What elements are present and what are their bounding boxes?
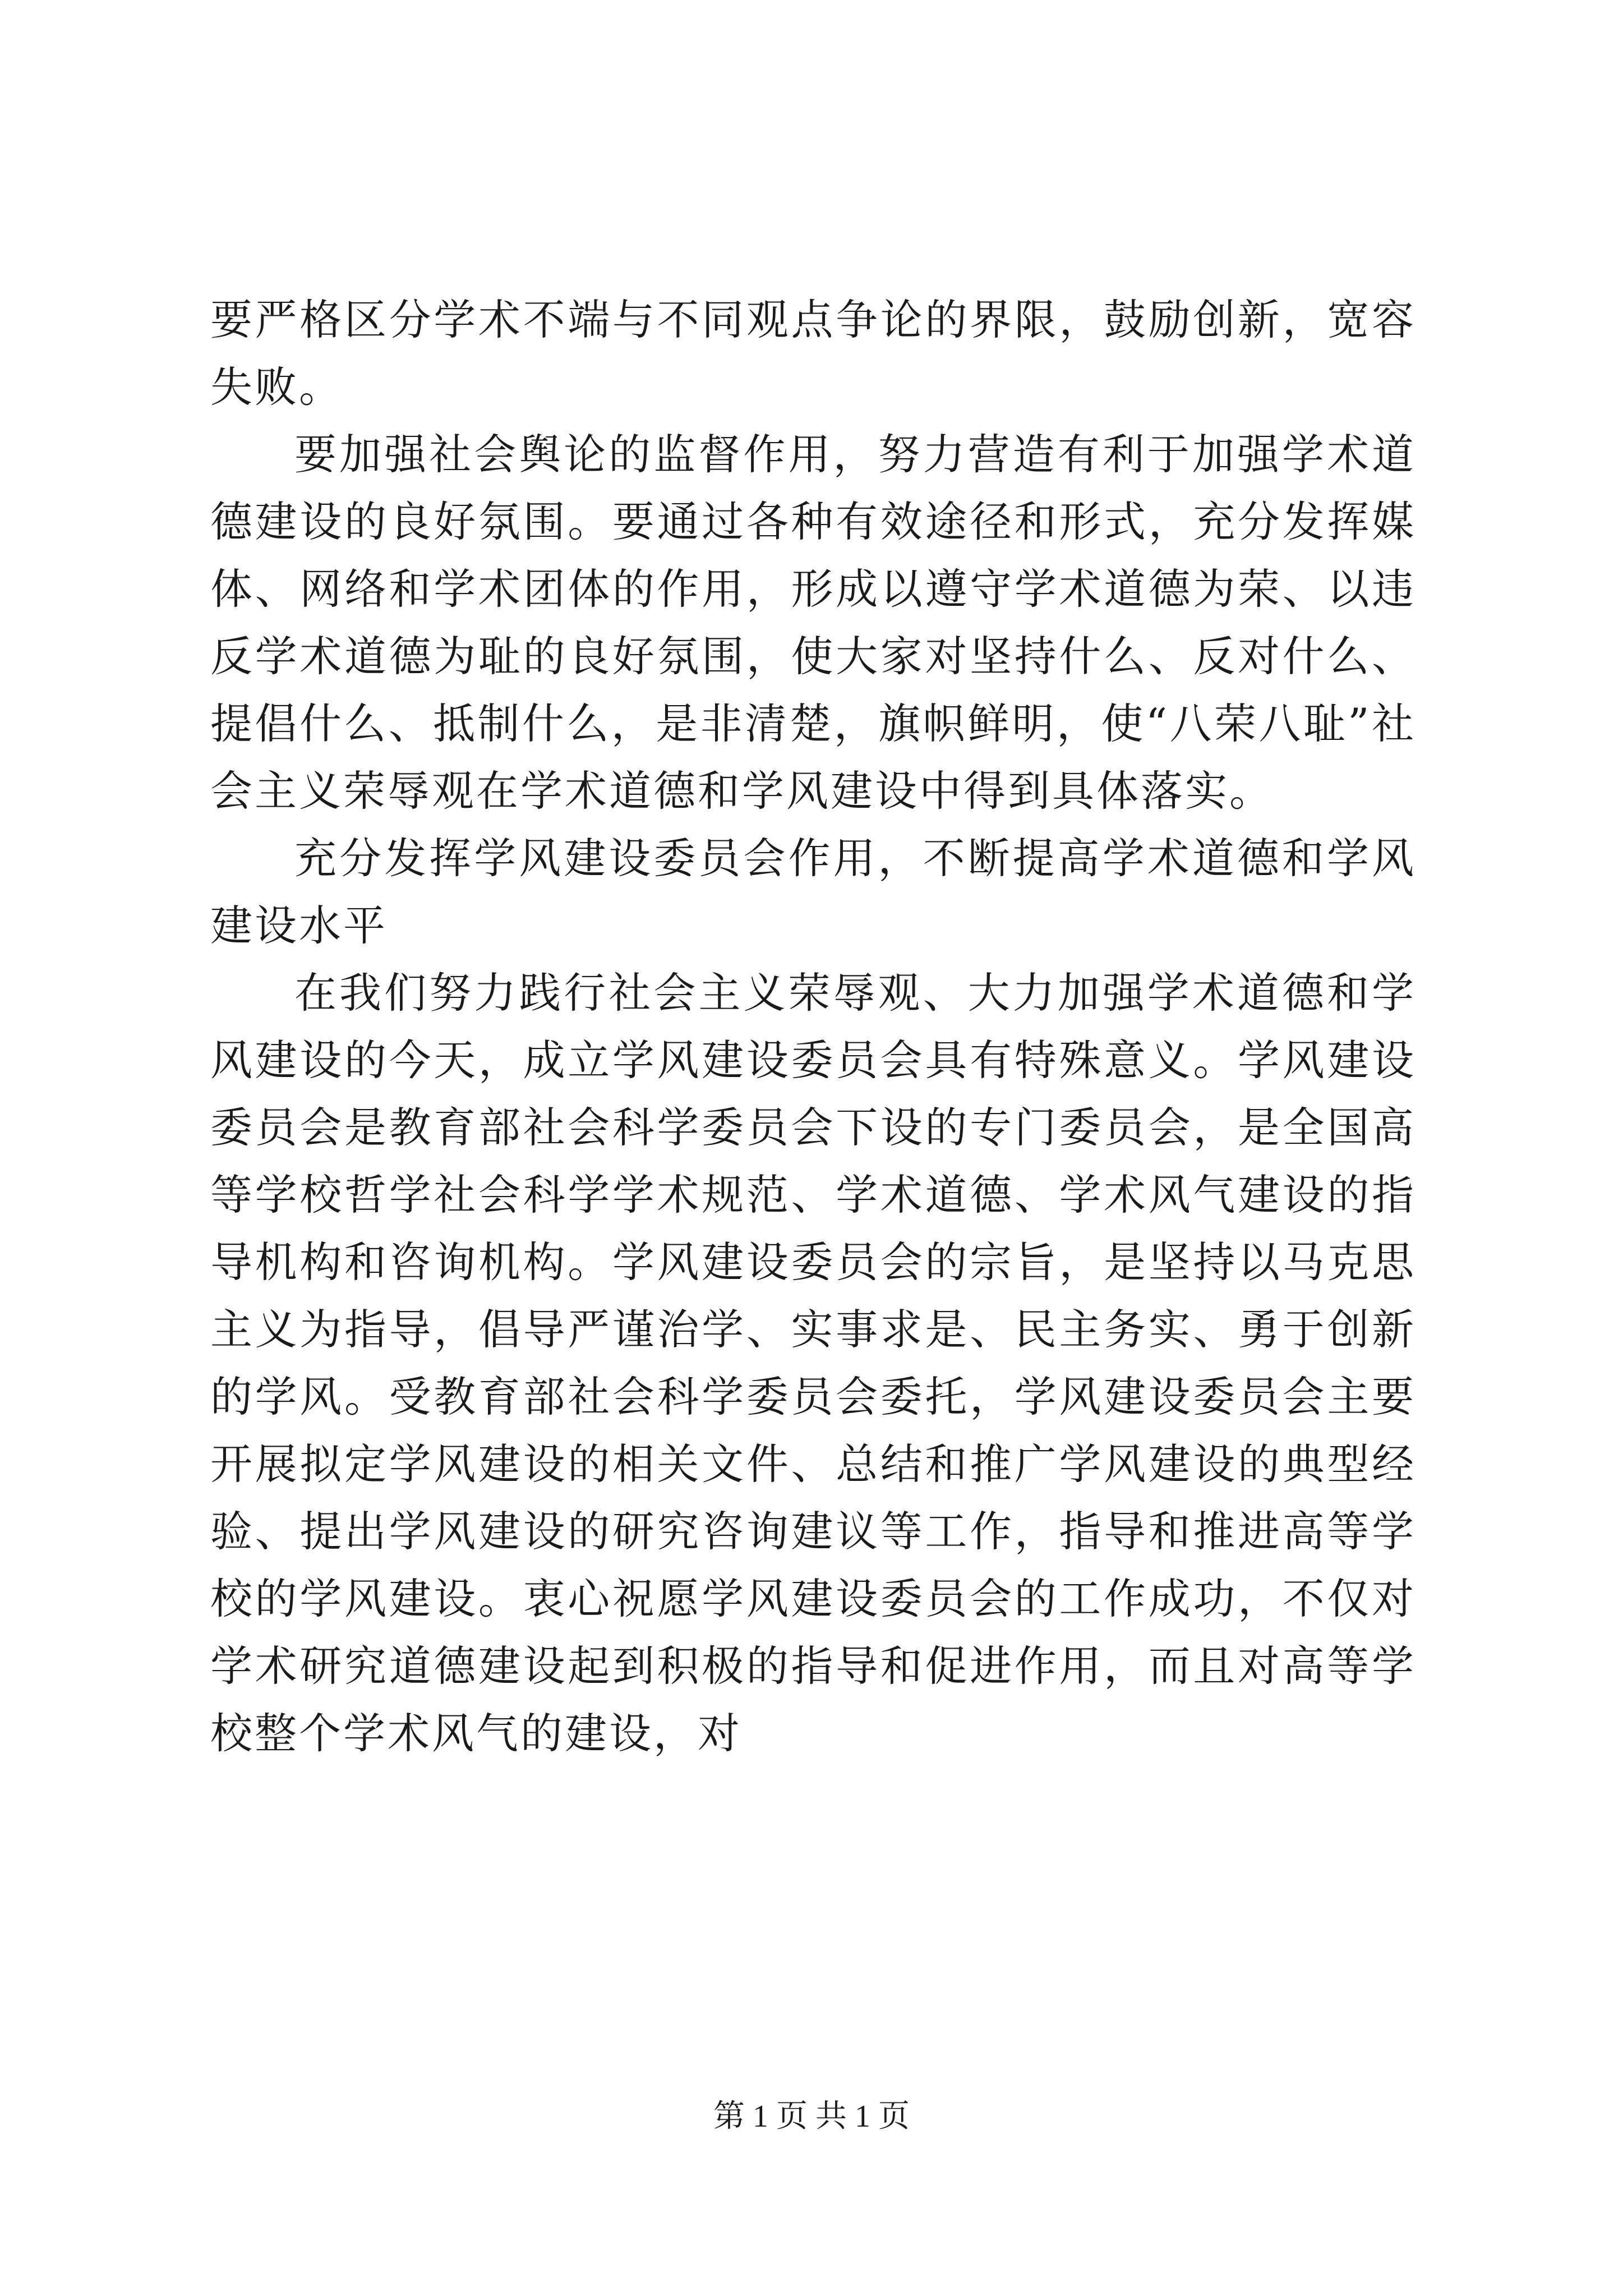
page-footer: 第 1 页 共 1 页: [713, 2099, 910, 2134]
body-text: [210, 286, 1416, 1767]
paragraph-1: 要严格区分学术不端与不同观点争论的界限，鼓励创新，宽容失败。: [210, 295, 1416, 412]
paragraph-3-heading: 充分发挥学风建设委员会作用，不断提高学术道德和学风建设水平: [210, 834, 1416, 950]
paragraph-4: 在我们努力践行社会主义荣辱观、大力加强学术道德和学风建设的今天，成立学风建设委员会具有特殊意义。学风建设委员会是教育部社会科学委员会下设的专门委员会，是全国高等学校哲学社会科学学术规范、学术道德、学术风气建设的指导机构和咨询机构。学风建设委员会的宗旨，是坚持以马克思主义为指导，倡导严谨治学、实事求是、民主务实、勇于创新的学风。受教育部社会科学委员会委托，学风建设委员会主要开展拟定学风建设的相关文件、总结和推广学风建设的典型经验、提出学风建设的研究咨询建议等工作，指导和推进高等学校的学风建设。衷心祝愿学风建设委员会的工作成功，不仅对学术研究道德建设起到积极的指导和促进作用，而且对高等学校整个学术风气的建设，对: [210, 968, 1416, 1758]
paragraph-2: 要加强社会舆论的监督作用，努力营造有利于加强学术道德建设的良好氛围。要通过各种有效途径和形式，充分发挥媒体、网络和学术团体的作用，形成以遵守学术道德为荣、以违反学术道德为耻的良好氛围，使大家对坚持什么、反对什么、提倡什么、抵制什么，是非清楚，旗帜鲜明，使“八荣八耻”社会主义荣辱观在学术道德和学风建设中得到具体落实。: [210, 430, 1416, 816]
